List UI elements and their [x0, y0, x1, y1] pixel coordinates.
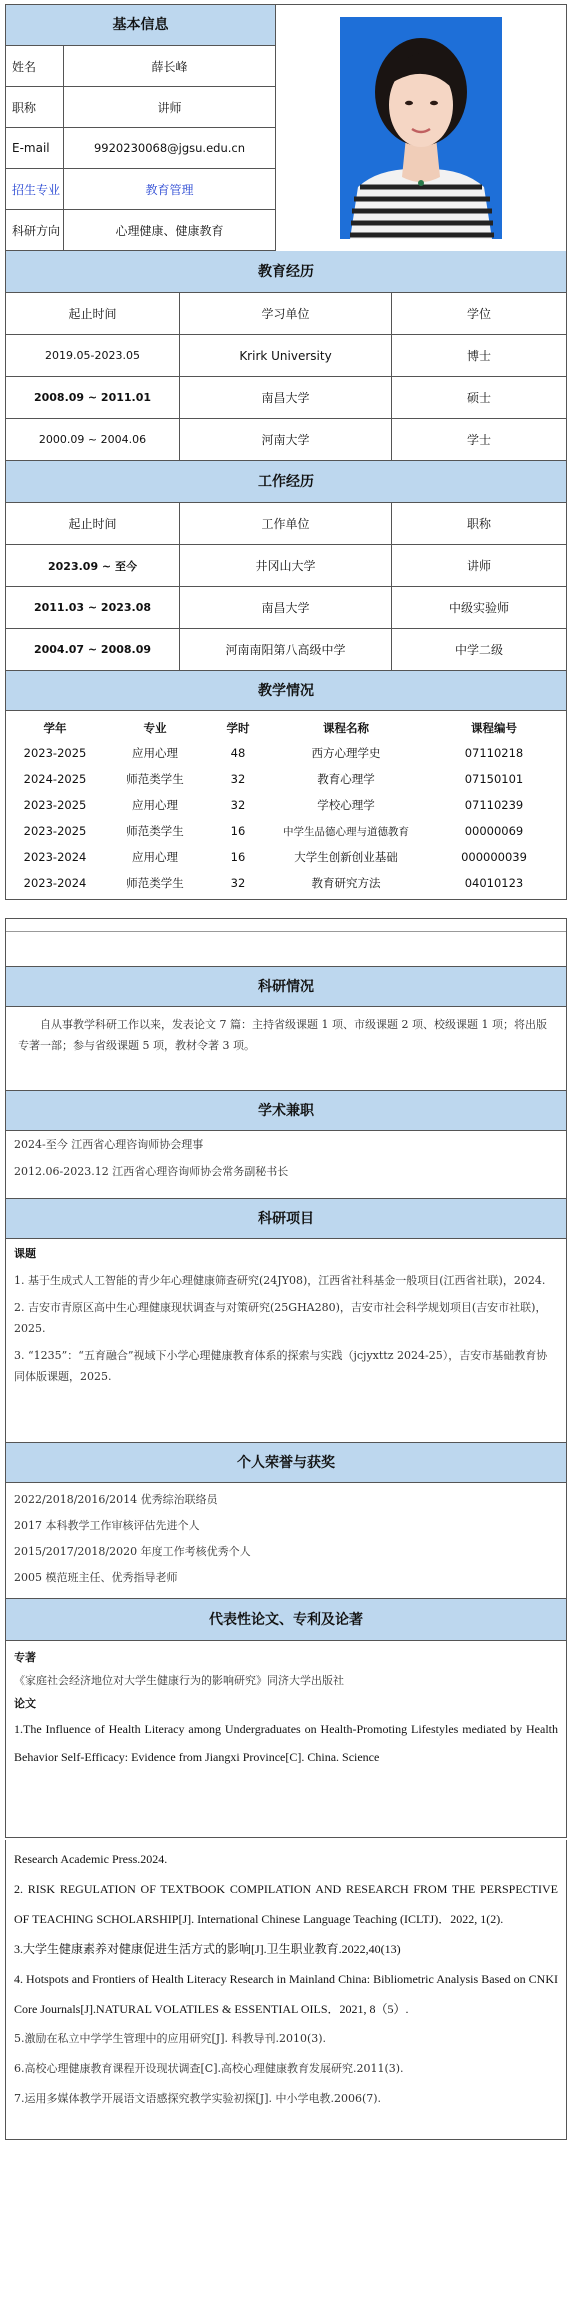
edu-col-degree: 学位 [466, 307, 491, 321]
project-item: 1. 基于生成式人工智能的青少年心理健康筛查研究(24JY08)，江西省社科基金一般项目(江西省社联)，2024. [14, 1274, 546, 1287]
paper-item: 2. RISK REGULATION OF TEXTBOOK COMPILATION AND RESEARCH FROM THE PERSPECTIVE OF TEACHING SCHOLARSHIP[J]. International Chinese Language Teaching (ICLTJ)．2022, 1(2). [14, 1882, 558, 1926]
resume-page-1 [5, 4, 567, 900]
teach-course: 教育研究方法 [311, 876, 381, 890]
monograph-item: 《家庭社会经济地位对大学生健康行为的影响研究》同济大学出版社 [14, 1674, 344, 1687]
teach-major: 师范类学生 [126, 772, 184, 786]
teach-col-major: 专业 [143, 720, 167, 735]
teach-col-year: 学年 [43, 720, 67, 735]
projects-subtitle: 课题 [14, 1247, 36, 1260]
honor-item: 2022/2018/2016/2014 优秀综治联络员 [14, 1493, 218, 1506]
work-col-rank: 职称 [466, 517, 491, 531]
profile-photo [340, 17, 502, 239]
work-rank: 中学二级 [454, 643, 503, 657]
teach-code: 04010123 [464, 876, 524, 890]
teach-hours: 32 [230, 772, 246, 786]
teach-year: 2023-2025 [23, 798, 87, 812]
honors-title: 个人荣誉与获奖 [6, 1443, 566, 1483]
edu-period: 2000.09 ~ 2004.06 [6, 419, 180, 460]
resume-page-3 [5, 1840, 567, 2140]
teaching-row [6, 870, 566, 896]
teach-year: 2023-2025 [23, 824, 87, 838]
positions-title: 学术兼职 [6, 1091, 566, 1131]
teaching-row [6, 766, 566, 792]
basic-row-major [6, 169, 276, 210]
research-summary: 自从事教学科研工作以来，发表论文 7 篇：主持省级课题 1 项、市级课题 2 项、校级课题 1 项；将出版专著一部；参与省级课题 5 项，教材令著 3 项。 [6, 1007, 566, 1091]
teach-code: 07110239 [464, 798, 524, 812]
work-col-employer: 工作单位 [180, 503, 392, 544]
paper-item: 3.大学生健康素养对健康促进生活方式的影响[J].卫生职业教育.2022,40(13) [14, 1942, 401, 1956]
basic-row-title [6, 87, 276, 128]
research-title: 科研情况 [6, 967, 566, 1007]
teach-major: 应用心理 [132, 798, 178, 812]
teaching-row [6, 792, 566, 818]
education-row [6, 377, 566, 419]
edu-school: Krirk University [180, 335, 392, 376]
work-period: 2023.09 ~ 至今 [6, 545, 180, 586]
paper-item: 4. Hotspots and Frontiers of Health Literacy Research in Mainland China: Bibliometric Analysis Based on CNKI Core Journals[J].NATURAL VOLATILES & ESSENTIAL OILS．2021, 8（5）. [14, 1972, 558, 2016]
teach-course: 大学生创新创业基础 [294, 850, 398, 864]
paper-item: 5.激励在私立中学学生管理中的应用研究[J]. 科教导刊.2010(3). [14, 2032, 327, 2045]
paper-item-cont: Research Academic Press.2024. [14, 1852, 168, 1866]
project-item: 2. 吉安市青原区高中生心理健康现状调查与对策研究(25GHA280)，吉安市社会科学规划项目(吉安市社联)，2025. [14, 1300, 547, 1335]
honor-item: 2005 模范班主任、优秀指导老师 [14, 1571, 178, 1584]
label-title: 职称 [6, 87, 64, 127]
work-employer: 河南南阳第八高级中学 [180, 629, 392, 670]
teach-hours: 16 [230, 850, 246, 864]
teaching-header-row [6, 715, 566, 740]
teach-major: 应用心理 [132, 746, 178, 760]
work-title: 工作经历 [6, 461, 566, 503]
value-email[interactable]: 9920230068@jgsu.edu.cn [93, 141, 246, 155]
teach-code: 07110218 [464, 746, 524, 760]
teach-col-code: 课程编号 [471, 720, 517, 735]
teach-course: 西方心理学史 [311, 746, 381, 760]
work-rank: 中级实验师 [448, 601, 509, 615]
projects-title: 科研项目 [6, 1199, 566, 1239]
edu-period: 2008.09 ~ 2011.01 [6, 377, 180, 418]
work-period: 2011.03 ~ 2023.08 [6, 587, 180, 628]
work-row [6, 629, 566, 671]
teach-col-course: 课程名称 [323, 720, 369, 735]
positions-list [6, 1131, 566, 1199]
teach-code: 000000039 [461, 850, 527, 864]
edu-degree: 博士 [466, 349, 491, 363]
honor-item: 2015/2017/2018/2020 年度工作考核优秀个人 [14, 1545, 251, 1558]
basic-row-research [6, 210, 276, 251]
edu-degree: 硕士 [466, 391, 491, 405]
work-period: 2004.07 ~ 2008.09 [6, 629, 180, 670]
education-header-row [6, 293, 566, 335]
value-major: 教育管理 [145, 182, 194, 197]
teach-course: 学校心理学 [317, 798, 375, 812]
monograph-label: 专著 [14, 1651, 36, 1664]
teaching-row [6, 844, 566, 870]
edu-degree: 学士 [466, 433, 491, 447]
basic-row-name [6, 46, 276, 87]
teaching-row [6, 740, 566, 766]
resume-page-2 [5, 918, 567, 1838]
edu-school: 河南大学 [180, 419, 392, 460]
basic-info-title: 基本信息 [6, 5, 276, 46]
work-header-row [6, 503, 566, 545]
label-major: 招生专业 [6, 169, 64, 209]
edu-school: 南昌大学 [180, 377, 392, 418]
teach-code: 00000069 [464, 824, 524, 838]
position-item: 2012.06-2023.12 江西省心理咨询师协会常务副秘书长 [14, 1164, 289, 1178]
projects-list [6, 1239, 566, 1443]
value-name: 薛长峰 [151, 59, 188, 74]
teach-hours: 32 [230, 876, 246, 890]
label-name: 姓名 [6, 46, 64, 86]
position-item: 2024-至今 江西省心理咨询师协会理事 [14, 1138, 204, 1151]
basic-row-email [6, 128, 276, 169]
teach-code: 07150101 [464, 772, 524, 786]
teach-major: 师范类学生 [126, 876, 184, 890]
teach-hours: 32 [230, 798, 246, 812]
work-col-period: 起止时间 [6, 503, 180, 544]
teach-major: 应用心理 [132, 850, 178, 864]
teach-year: 2023-2025 [23, 746, 87, 760]
honor-item: 2017 本科教学工作审核评估先进个人 [14, 1519, 200, 1532]
teach-course: 中学生品德心理与道德教育 [283, 825, 409, 838]
work-row [6, 545, 566, 587]
edu-col-school: 学习单位 [180, 293, 392, 334]
value-title: 讲师 [157, 100, 182, 115]
project-item: 3. “1235”：“五育融合”视域下小学心理健康教育体系的探索与实践（jcjyxttz 2024-25），吉安市基础教育协同体版课题，2025. [14, 1348, 548, 1383]
teach-course: 教育心理学 [317, 772, 375, 786]
teach-year: 2023-2024 [23, 876, 87, 890]
teach-col-hours: 学时 [226, 720, 250, 735]
paper-item: 1.The Influence of Health Literacy among Undergraduates on Health-Promoting Lifestyles mediated by Health Behavior Self-Efficacy: Evidence from Jiangxi Province[C]. China. Science [14, 1722, 558, 1764]
teach-year: 2023-2024 [23, 850, 87, 864]
teach-hours: 16 [230, 824, 246, 838]
work-row [6, 587, 566, 629]
label-email: E-mail [6, 128, 64, 168]
work-employer: 南昌大学 [180, 587, 392, 628]
teaching-title: 教学情况 [6, 671, 566, 711]
teaching-row [6, 818, 566, 844]
papers-title: 代表性论文、专利及论著 [6, 1599, 566, 1641]
papers-list [6, 1641, 566, 1777]
papers-label: 论文 [14, 1697, 36, 1710]
education-row [6, 335, 566, 377]
honors-list [6, 1483, 566, 1599]
work-employer: 井冈山大学 [180, 545, 392, 586]
edu-period: 2019.05-2023.05 [6, 335, 180, 376]
work-rank: 讲师 [466, 559, 491, 573]
teach-major: 师范类学生 [126, 824, 184, 838]
papers-list-cont [6, 1840, 566, 2118]
label-research: 科研方向 [6, 210, 64, 250]
paper-item: 7.运用多媒体教学开展语文语感探究教学实验初探[J]. 中小学电教.2006(7). [14, 2092, 382, 2105]
teaching-table [6, 715, 566, 896]
paper-item: 6.高校心理健康教育课程开设现状调查[C].高校心理健康教育发展研究.2011(3). [14, 2062, 404, 2075]
edu-col-period: 起止时间 [6, 293, 180, 334]
value-research: 心理健康、健康教育 [115, 223, 224, 238]
teach-hours: 48 [230, 746, 246, 760]
education-row [6, 419, 566, 461]
teach-year: 2024-2025 [23, 772, 87, 786]
education-title: 教育经历 [6, 251, 566, 293]
